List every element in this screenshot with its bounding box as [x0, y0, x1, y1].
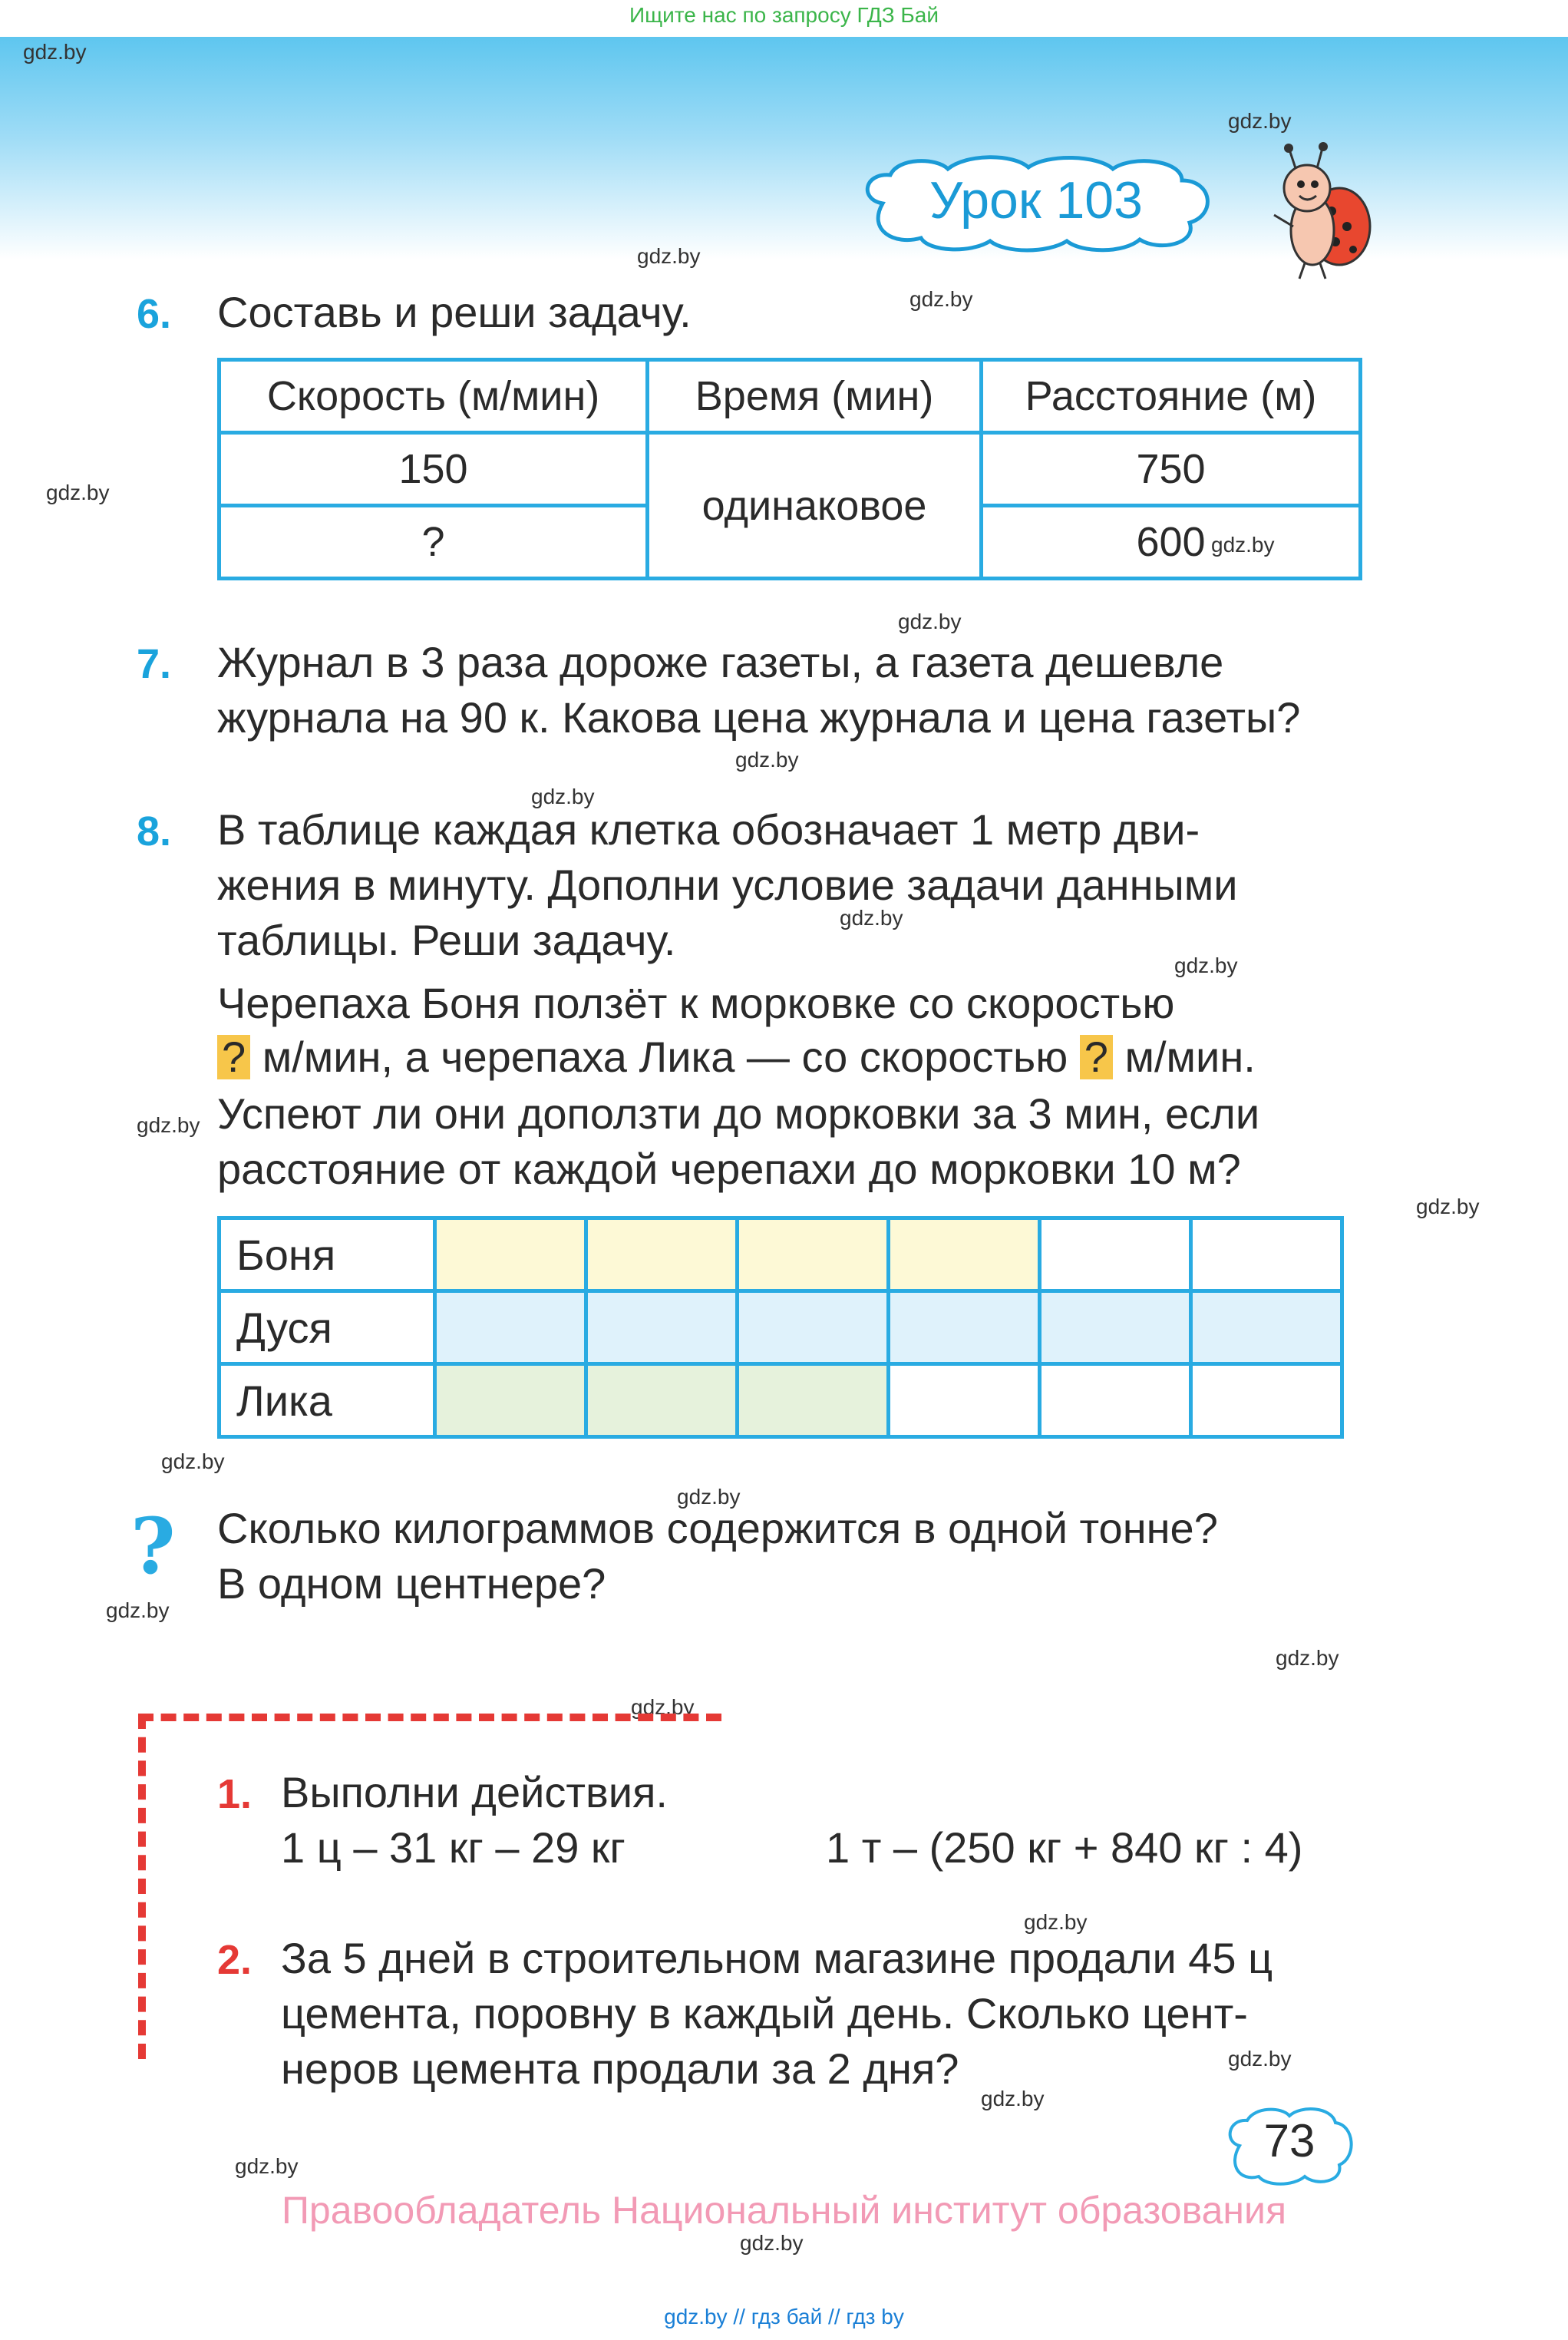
watermark: gdz.by [1174, 954, 1238, 977]
review-1-expr-a: 1 ц – 31 кг – 29 кг [281, 1823, 626, 1872]
watermark: gdz.by [106, 1598, 170, 1622]
review-2-number: 2. [217, 1937, 253, 1983]
grid-cell [1191, 1364, 1342, 1437]
review-1-number: 1. [217, 1771, 253, 1817]
page-number: 73 [1263, 2115, 1315, 2166]
grid-cell [738, 1291, 889, 1364]
watermark: gdz.by [1276, 1646, 1339, 1670]
watermark: gdz.by [909, 287, 973, 311]
watermark: gdz.by [23, 40, 87, 64]
watermark: gdz.by [1416, 1195, 1480, 1218]
review-border-top [138, 1714, 721, 1721]
review-2-line-3: неров цемента продали за 2 дня? [281, 2044, 959, 2093]
watermark: gdz.by [637, 244, 701, 268]
task-7-line-2: журнала на 90 к. Какова цена журнала и цена газеты? [217, 693, 1301, 742]
top-banner-text: Ищите нас по запросу ГДЗ Бай [629, 3, 939, 27]
watermark: gdz.by [981, 2087, 1045, 2110]
grid-cell [1040, 1218, 1191, 1291]
lesson-badge [852, 154, 1220, 253]
grid-cell [1040, 1364, 1191, 1437]
task-8-line-1: В таблице каждая клетка обозначает 1 метр дви- [217, 805, 1200, 854]
grid-cell [738, 1364, 889, 1437]
task-7-line-1: Журнал в 3 раза дороже газеты, а газета дешевле [217, 638, 1224, 686]
grid-cell [889, 1364, 1040, 1437]
watermark: gdz.by [235, 2154, 299, 2178]
grid-cell [889, 1218, 1040, 1291]
question-icon: ? [130, 1501, 176, 1591]
task-8-line-2: жения в минуту. Дополни условие задачи данными [217, 861, 1238, 909]
watermark: gdz.by [137, 1113, 200, 1137]
task-6-number: 6. [137, 291, 172, 337]
row-label-bonya: Боня [220, 1218, 435, 1291]
copyright: Правообладатель Национальный институт образования [281, 2189, 1287, 2232]
row2-distance: 600 [982, 506, 1361, 579]
review-2-line-1: За 5 дней в строительном магазине продали 45 ц [281, 1934, 1273, 1982]
task-6-text: Составь и реши задачу. [217, 288, 692, 336]
question-line-2: В одном центнере? [217, 1559, 606, 1608]
blank-speed-1[interactable]: ? [217, 1035, 250, 1079]
watermark: gdz.by [161, 1449, 225, 1473]
review-border-left [138, 1714, 146, 2059]
grid-cell [586, 1218, 738, 1291]
ladybug-mascot [1270, 142, 1378, 280]
watermark: gdz.by [1228, 109, 1292, 133]
task-8-line-3: таблицы. Реши задачу. [217, 916, 676, 964]
grid-cell [435, 1291, 586, 1364]
row1-distance: 750 [982, 433, 1361, 506]
task-7-number: 7. [137, 641, 172, 687]
grid-cell [1191, 1218, 1342, 1291]
task-8-paragraph-3: Успеют ли они доползти до морковки за 3 мин, если [217, 1089, 1260, 1138]
row-lika [220, 1364, 1342, 1437]
time-value: одинаковое [648, 433, 982, 579]
watermark: gdz.by [46, 481, 110, 504]
watermark: gdz.by [740, 2231, 804, 2255]
question-line-1: Сколько килограммов содержится в одной тонне? [217, 1504, 1218, 1552]
grid-cell [738, 1218, 889, 1291]
watermark: gdz.by [1024, 1910, 1088, 1934]
task-8-paragraph-2 [217, 1032, 1256, 1082]
turtle-grid-table [217, 1216, 1344, 1439]
row-label-dusya: Дуся [220, 1291, 435, 1364]
header-distance: Расстояние (м) [982, 360, 1361, 433]
page-number-badge [1220, 2104, 1358, 2188]
watermark: gdz.by [898, 610, 962, 633]
review-2-line-2: цемента, поровну в каждый день. Сколько цент- [281, 1989, 1248, 2038]
header-time: Время (мин) [648, 360, 982, 433]
row-bonya [220, 1218, 1342, 1291]
watermark: gdz.by [1228, 2047, 1292, 2071]
task-8-paragraph-2b: м/мин. [1124, 1033, 1256, 1081]
review-1-expr-b: 1 т – (250 кг + 840 кг : 4) [826, 1823, 1303, 1872]
grid-cell [435, 1218, 586, 1291]
grid-cell [435, 1364, 586, 1437]
watermark: gdz.by [1211, 533, 1275, 557]
speed-time-distance-table [217, 358, 1362, 580]
grid-cell [586, 1364, 738, 1437]
lesson-title: Урок 103 [929, 171, 1143, 230]
grid-cell [1040, 1291, 1191, 1364]
row1-speed: 150 [220, 433, 648, 506]
grid-cell [586, 1291, 738, 1364]
bottom-links[interactable]: gdz.by // гдз бай // гдз by [664, 2305, 904, 2328]
top-banner [0, 0, 1568, 37]
task-8-paragraph-4: расстояние от каждой черепахи до морковки 10 м? [217, 1145, 1241, 1193]
task-8-number: 8. [137, 808, 172, 854]
watermark: gdz.by [531, 785, 595, 808]
header-speed: Скорость (м/мин) [220, 360, 648, 433]
grid-cell [889, 1291, 1040, 1364]
task-8-paragraph-2a: м/мин, а черепаха Лика — со скоростью [262, 1033, 1068, 1081]
row2-speed: ? [220, 506, 648, 579]
watermark: gdz.by [735, 748, 799, 772]
row-dusya [220, 1291, 1342, 1364]
watermark: gdz.by [631, 1695, 695, 1719]
task-8-paragraph-1: Черепаха Боня ползёт к морковке со скоростью [217, 979, 1175, 1027]
watermark: gdz.by [677, 1485, 741, 1509]
review-1-text: Выполни действия. [281, 1768, 668, 1816]
grid-cell [1191, 1291, 1342, 1364]
row-label-lika: Лика [220, 1364, 435, 1437]
blank-speed-2[interactable]: ? [1080, 1035, 1113, 1079]
watermark: gdz.by [840, 906, 903, 930]
ladybug-icon [1270, 142, 1378, 280]
